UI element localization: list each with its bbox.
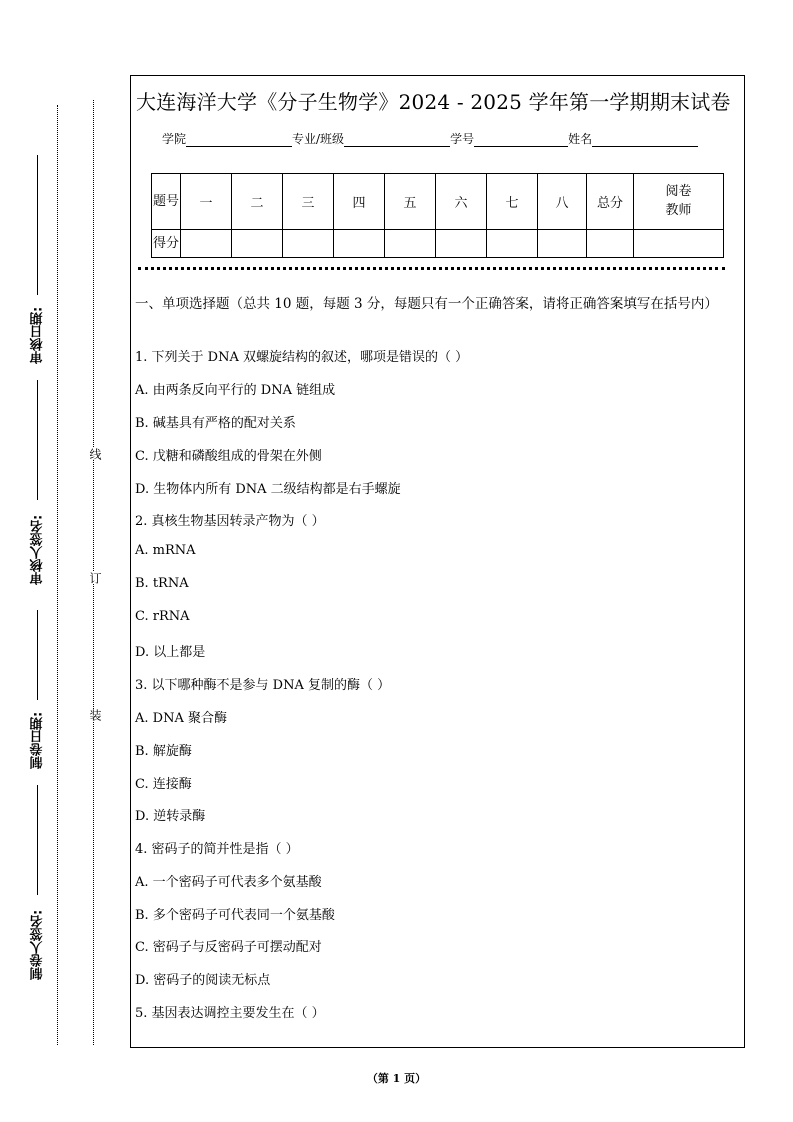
score-col-header: 七 — [487, 174, 538, 230]
school-field[interactable] — [186, 134, 292, 147]
option-item[interactable]: B. tRNA — [135, 576, 189, 591]
binding-mark-line: 线 — [88, 448, 102, 460]
school-label: 学院 — [162, 132, 187, 146]
option-item[interactable]: B. 多个密码子可代表同一个氨基酸 — [135, 908, 335, 923]
name-label: 姓名 — [568, 132, 593, 146]
binding-dotted-line — [57, 105, 58, 1045]
score-table — [151, 173, 724, 258]
review-date-line — [37, 155, 38, 295]
option-item[interactable]: D. 以上都是 — [135, 645, 206, 660]
option-item[interactable]: A. 一个密码子可代表多个氨基酸 — [135, 875, 322, 890]
name-field[interactable] — [592, 134, 698, 147]
option-item[interactable]: A. mRNA — [135, 543, 196, 558]
question-stem: 4. 密码子的简并性是指（ ） — [135, 842, 299, 857]
question-stem: 1. 下列关于 DNA 双螺旋结构的叙述，哪项是错误的（ ） — [135, 350, 469, 365]
major-label: 专业/班级 — [292, 132, 345, 146]
option-item[interactable]: C. 连接酶 — [135, 777, 192, 792]
score-cell[interactable] — [181, 229, 232, 257]
row-label-score: 得分 — [152, 229, 181, 257]
reviewer-cell[interactable] — [634, 229, 724, 257]
score-col-header-total: 总分 — [587, 174, 634, 230]
option-item[interactable]: A. 由两条反向平行的 DNA 链组成 — [135, 383, 336, 398]
score-col-header: 一 — [181, 174, 232, 230]
question-stem: 3. 以下哪种酶不是参与 DNA 复制的酶（ ） — [135, 678, 391, 693]
score-col-header: 五 — [385, 174, 436, 230]
score-cell[interactable] — [283, 229, 334, 257]
score-col-header: 四 — [334, 174, 385, 230]
exam-title: 大连海洋大学《分子生物学》2024 - 2025 学年第一学期期末试卷 — [136, 90, 731, 114]
score-cell[interactable] — [487, 229, 538, 257]
option-item[interactable]: A. DNA 聚合酶 — [135, 711, 227, 726]
option-item[interactable]: D. 密码子的阅读无标点 — [135, 973, 271, 988]
score-cell[interactable] — [436, 229, 487, 257]
binding-mark-seal: 装 — [88, 709, 102, 721]
make-date-line — [37, 610, 38, 700]
maker-sign-line — [37, 785, 38, 895]
option-item[interactable]: B. 碱基具有严格的配对关系 — [135, 416, 296, 431]
score-cell[interactable] — [232, 229, 283, 257]
option-item[interactable]: D. 逆转录酶 — [135, 809, 206, 824]
maker-sign-label: 制卷人签名: — [30, 909, 46, 981]
reviewer-sign-line — [37, 380, 38, 500]
student-id-label: 学号 — [450, 132, 475, 146]
question-stem: 5. 基因表达调控主要发生在（ ） — [135, 1006, 325, 1021]
header-separator — [138, 267, 725, 270]
review-date-label: 审核日期: — [30, 306, 46, 364]
option-item[interactable]: C. 戊糖和磷酸组成的骨架在外侧 — [135, 449, 322, 464]
option-item[interactable]: C. rRNA — [135, 609, 190, 624]
student-info-row — [162, 130, 698, 147]
major-field[interactable] — [344, 134, 450, 147]
make-date-label: 制卷日期: — [30, 711, 46, 769]
score-cell[interactable] — [385, 229, 436, 257]
option-item[interactable]: D. 生物体内所有 DNA 二级结构都是右手螺旋 — [135, 482, 401, 497]
score-col-header: 二 — [232, 174, 283, 230]
score-col-header: 六 — [436, 174, 487, 230]
reviewer-col-header: 阅卷教师 — [634, 174, 724, 230]
page-number: （第 1 页） — [366, 1072, 427, 1085]
student-id-field[interactable] — [474, 134, 568, 147]
option-item[interactable]: B. 解旋酶 — [135, 744, 192, 759]
score-cell[interactable] — [334, 229, 385, 257]
score-cell[interactable] — [538, 229, 587, 257]
option-item[interactable]: C. 密码子与反密码子可摆动配对 — [135, 940, 322, 955]
reviewer-sign-label: 审核人签名: — [30, 514, 46, 586]
score-col-header: 八 — [538, 174, 587, 230]
section-heading: 一、单项选择题（总共 10 题，每题 3 分，每题只有一个正确答案，请将正确答案填写在括号内） — [135, 296, 718, 312]
binding-mark-order: 订 — [88, 572, 102, 584]
score-col-header: 三 — [283, 174, 334, 230]
row-label-question: 题号 — [152, 174, 181, 230]
question-stem: 2. 真核生物基因转录产物为（ ） — [135, 514, 325, 529]
score-cell-total[interactable] — [587, 229, 634, 257]
